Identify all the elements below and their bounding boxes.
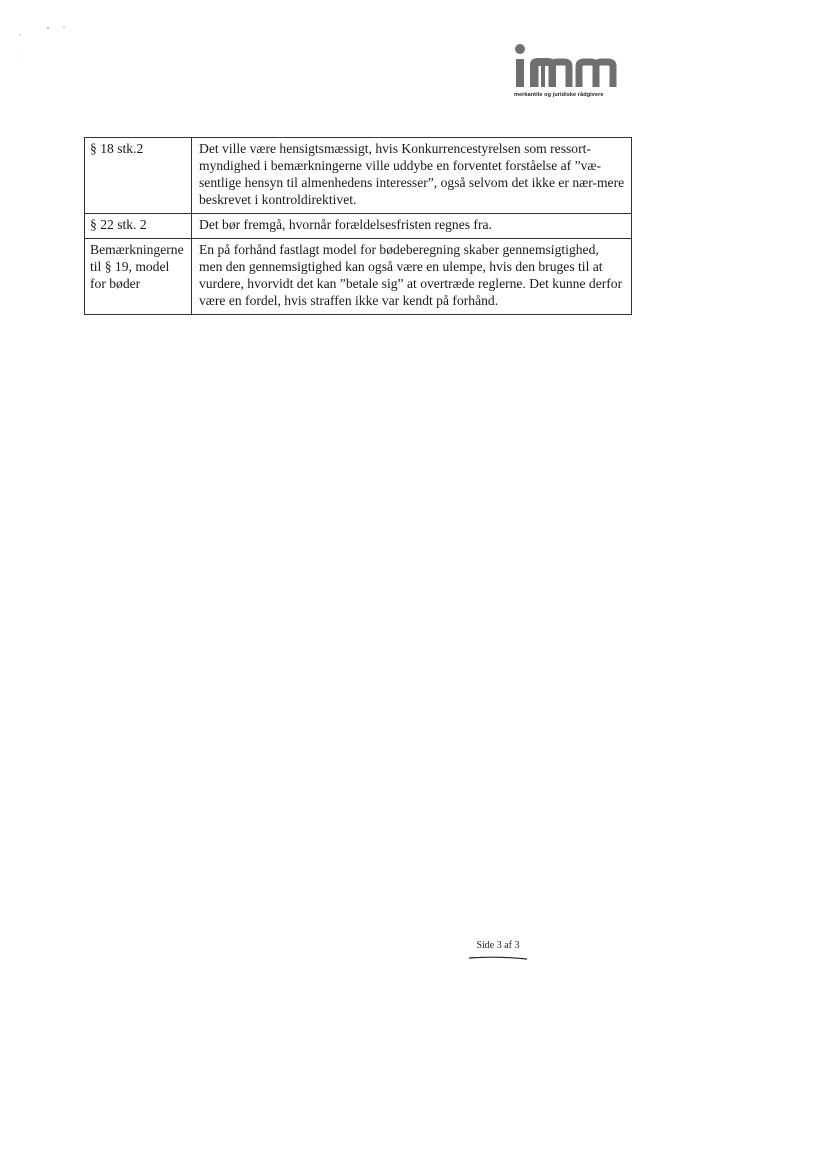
section-comment: Det bør fremgå, hvornår forældelsesfristen regnes fra.: [192, 214, 632, 239]
section-comment: En på forhånd fastlagt model for bødeberegning skaber gennemsigtighed, men den gennemsigtighed kan også være en ulempe, hvis den bruges til at vurdere, hvorvidt det kan ”betale sig” at overtræde reglerne. Det kunne derfor være en fordel, hvis straffen ikke var kendt på forhånd.: [192, 239, 632, 315]
remarks-table: [84, 137, 632, 315]
section-reference: § 22 stk. 2: [85, 214, 192, 239]
table-row: [85, 239, 632, 315]
page-number: Side 3 af 3: [476, 940, 520, 951]
table-row: [85, 214, 632, 239]
section-comment: Det ville være hensigtsmæssigt, hvis Konkurrencestyrelsen som ressort-myndighed i bemærkningerne ville uddybe en forventet forståelse af ”væ-sentlige hensyn til almenhedens interesser”, også selvom det ikke er nær-mere beskrevet i kontroldirektivet.: [192, 138, 632, 214]
table-row: [85, 138, 632, 214]
section-reference: § 18 stk.2: [85, 138, 192, 214]
logo-tagline: merkantile og juridiske rådgivere: [514, 92, 604, 98]
section-reference: Bemærkningerne til § 19, model for bøder: [85, 239, 192, 315]
page-footer: [468, 935, 528, 961]
scan-specks: [0, 0, 120, 80]
footer-underline: [468, 955, 528, 961]
